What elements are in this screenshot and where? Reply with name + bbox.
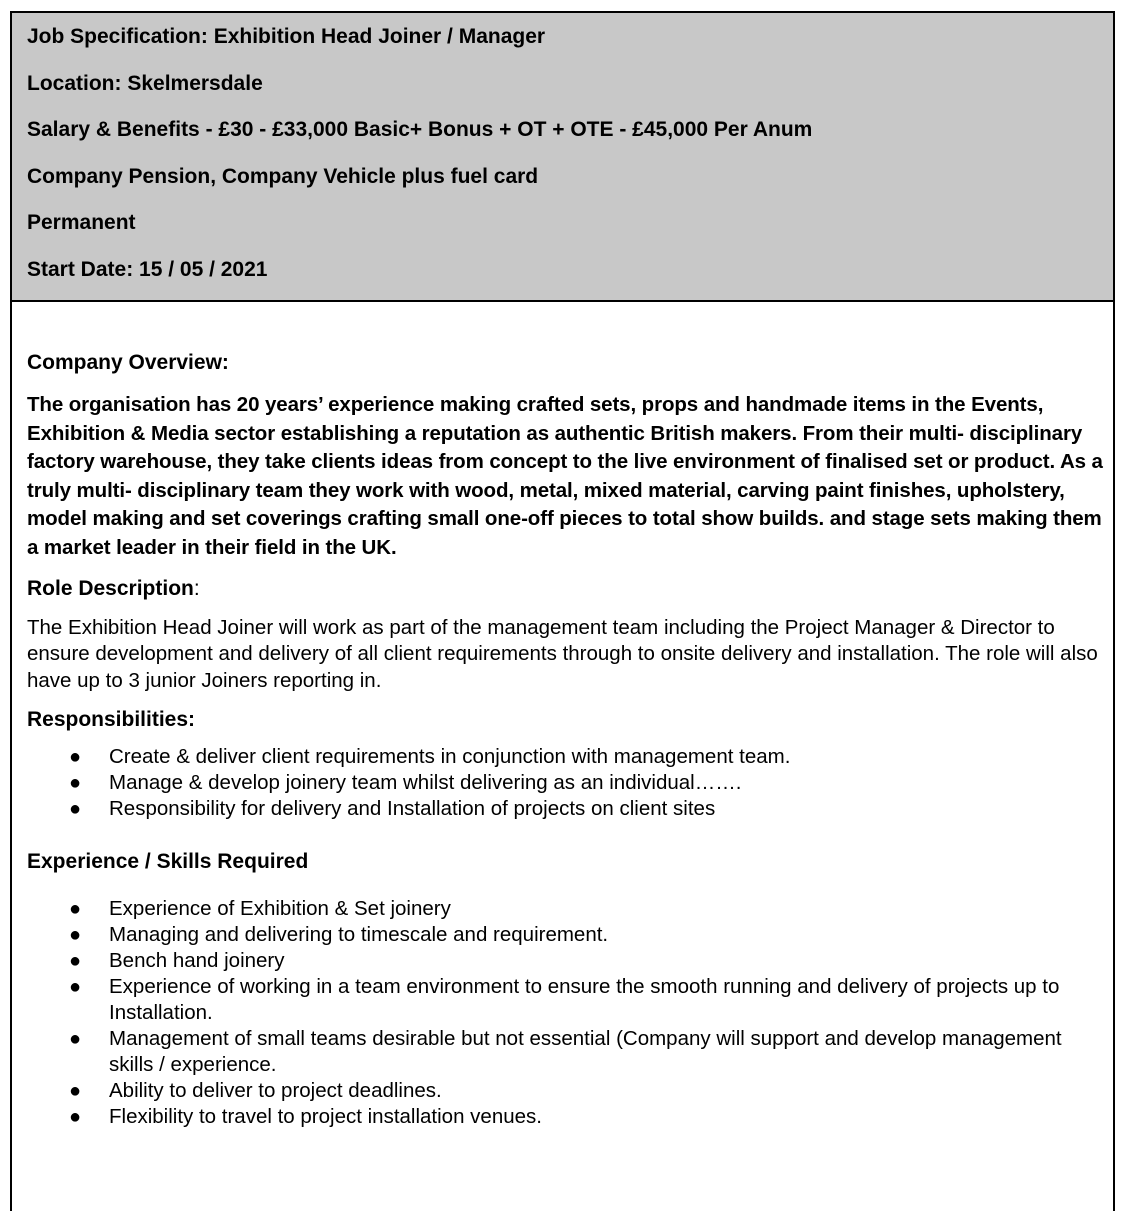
bullet-icon: ● (69, 798, 82, 821)
list-item-text: Flexibility to travel to project installation venues. (109, 1105, 542, 1129)
role-title (27, 575, 1103, 603)
list-item-text: Create & deliver client requirements in conjunction with management team. (109, 745, 791, 769)
responsibilities-title: Responsibilities: (27, 708, 196, 732)
list-item (27, 744, 1103, 770)
bullet-icon: ● (69, 1028, 82, 1051)
bullet-icon: ● (69, 950, 82, 973)
list-item (27, 770, 1103, 796)
header-box (12, 13, 1113, 302)
overview-title: Company Overview: (27, 351, 229, 374)
bullet-icon: ● (69, 898, 82, 921)
responsibilities-list (27, 744, 1103, 822)
list-item (27, 974, 1103, 1026)
salary-line: Salary & Benefits - £30 - £33,000 Basic+ Bonus + OT + OTE - £45,000 Per Anum (27, 118, 813, 141)
list-item-text: Experience of working in a team environment to ensure the smooth running and delivery of projects up to Installation. (109, 975, 1060, 1025)
overview-text: The organisation has 20 years’ experience making crafted sets, props and handmade items in the Events, Exhibition & Media sector establishing a reputation as authentic British makers. From their multi- disciplinary factory warehouse, they take clients ideas from concept to the live environment of finalised set or product. As a truly multi- disciplinary team they work with wood, metal, mixed material, carving paint finishes, upholstery, model making and set coverings crafting small one-off pieces to total show builds. and stage sets making them a market leader in their field in the UK. (27, 393, 1103, 559)
job-title-line: Job Specification: Exhibition Head Joiner / Manager (27, 25, 546, 48)
bullet-icon: ● (69, 924, 82, 947)
list-item-text: Manage & develop joinery team whilst delivering as an individual……. (109, 771, 742, 795)
benefits-line: Company Pension, Company Vehicle plus fuel card (27, 164, 539, 188)
list-item (27, 796, 1103, 822)
list-item-text: Managing and delivering to timescale and requirement. (109, 923, 609, 947)
list-item-text: Experience of Exhibition & Set joinery (109, 897, 451, 921)
list-item-text: Ability to deliver to project deadlines. (109, 1079, 442, 1103)
list-item (27, 1026, 1103, 1078)
list-item (27, 948, 1103, 974)
experience-list (27, 896, 1103, 1130)
body-box (12, 302, 1113, 1130)
list-item (27, 1104, 1103, 1130)
job-spec-document (10, 11, 1115, 1211)
bullet-icon: ● (69, 746, 82, 769)
bullet-icon: ● (69, 772, 82, 795)
role-title-label: Role Description (27, 576, 194, 600)
bullet-icon: ● (69, 1080, 82, 1103)
list-item-text: Responsibility for delivery and Installation of projects on client sites (109, 797, 716, 821)
list-item (27, 922, 1103, 948)
list-item-text: Bench hand joinery (109, 949, 285, 973)
list-item (27, 896, 1103, 922)
role-description: The Exhibition Head Joiner will work as part of the management team including the Project Manager & Director to ensure development and delivery of all client requirements through to onsite delivery and installation. The role will also have up to 3 junior Joiners reporting in. (27, 615, 1098, 692)
start-date-line: Start Date: 15 / 05 / 2021 (27, 257, 268, 281)
role-title-colon: : (193, 576, 200, 600)
list-item (27, 1078, 1103, 1104)
list-item-text: Management of small teams desirable but not essential (Company will support and develop management skills / experience. (109, 1027, 1062, 1077)
experience-title: Experience / Skills Required (27, 850, 309, 874)
bullet-icon: ● (69, 976, 82, 999)
bullet-icon: ● (69, 1106, 82, 1129)
contract-line: Permanent (27, 211, 136, 234)
location-line: Location: Skelmersdale (27, 71, 263, 95)
